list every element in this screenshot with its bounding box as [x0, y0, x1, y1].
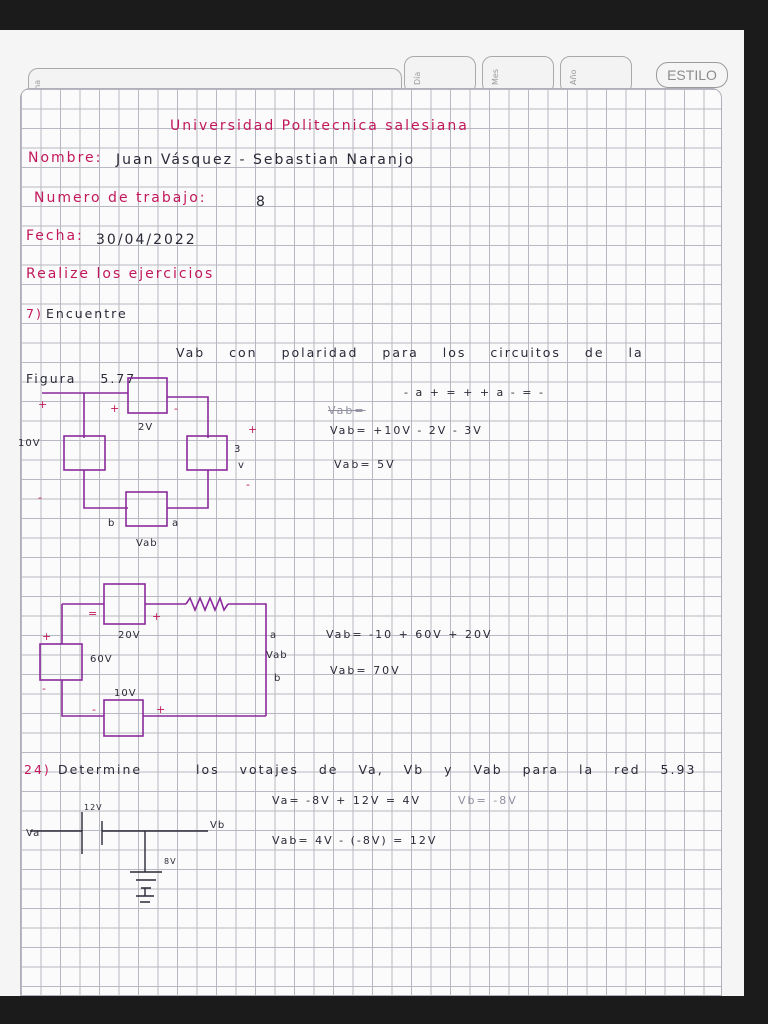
label-b: b [108, 518, 116, 529]
minus-mark: - [174, 402, 178, 415]
plus-mark: + [42, 630, 52, 643]
label-b-b: b [274, 673, 282, 684]
exercise2-prompt-word: Determine [58, 762, 143, 777]
label-a-b: a [270, 630, 278, 641]
label-vab: Vab [136, 538, 158, 549]
label-a: a [172, 518, 180, 529]
field-dia-label: Día [413, 71, 422, 85]
plus-mark: + [156, 703, 166, 716]
plus-mark: + [152, 610, 162, 623]
brand-logo: ESTILO [656, 62, 728, 88]
exercise2-eq2: Vab= 4V - (-8V) = 12V [272, 834, 438, 847]
label-10v-b: 10V [114, 688, 137, 699]
circuit-a-eq2: Vab= 5V [334, 458, 396, 471]
label-60v: 60V [90, 654, 113, 665]
work-value: 8 [256, 194, 267, 210]
name-label: Nombre: [28, 150, 103, 166]
exercise1-number: 7) [26, 306, 43, 321]
plus-mark: + [248, 423, 258, 436]
circuit-a-eq1: Vab= +10V - 2V - 3V [330, 424, 483, 437]
work-label: Numero de trabajo: [34, 190, 207, 206]
minus-mark: - [92, 703, 96, 716]
label-20v: 20V [118, 630, 141, 641]
instruction: Realize los ejercicios [26, 266, 215, 282]
exercise2-eq1: Va= -8V + 12V = 4V [272, 794, 422, 807]
minus-mark: = [88, 607, 98, 620]
label-12v: 12V [84, 803, 103, 812]
minus-mark: - [246, 478, 250, 491]
field-ano-label: Año [569, 69, 578, 85]
label-10v: 10V [18, 438, 41, 449]
minus-mark: - [38, 491, 42, 504]
university-title: Universidad Politecnica salesiana [170, 118, 469, 134]
label-8v: 8V [164, 857, 177, 866]
crossed-equation: Vab= [328, 404, 366, 417]
circuit-b-eq1: Vab= -10 + 60V + 20V [326, 628, 493, 641]
label-3v-unit: v [238, 460, 245, 471]
minus-mark: - [42, 682, 46, 695]
label-vab-b: Vab [266, 650, 288, 661]
sign-rules: - a + = + + a - = - [404, 386, 545, 399]
polarity-marks [38, 398, 257, 716]
circuit-b-eq2: Vab= 70V [330, 664, 401, 677]
label-3v-digit: 3 [234, 444, 242, 455]
exercise1-prompt: Vab con polaridad para los circuitos de la Figura 5.77 [26, 345, 644, 386]
label-vb: Vb [210, 820, 226, 831]
field-mes-label: Mes [491, 69, 500, 85]
label-va: Va [26, 828, 41, 839]
exercise2-number: 24) [24, 762, 51, 777]
plus-mark: + [38, 398, 48, 411]
exercise2-eq1b: Vb= -8V [458, 794, 518, 807]
name-value: Juan Vásquez - Sebastian Naranjo [116, 152, 416, 168]
plus-mark: + [110, 402, 120, 415]
circuit-24 [30, 812, 208, 902]
date-label: Fecha: [26, 228, 84, 244]
date-value: 30/04/2022 [96, 232, 197, 248]
circuit-a [42, 378, 227, 526]
label-2v: 2V [138, 422, 154, 433]
circuit-b [40, 584, 266, 736]
exercise1-prompt-word: Encuentre [46, 306, 128, 321]
exercise2-prompt: los votajes de Va, Vb y Vab para la red 5.93 [196, 762, 697, 777]
